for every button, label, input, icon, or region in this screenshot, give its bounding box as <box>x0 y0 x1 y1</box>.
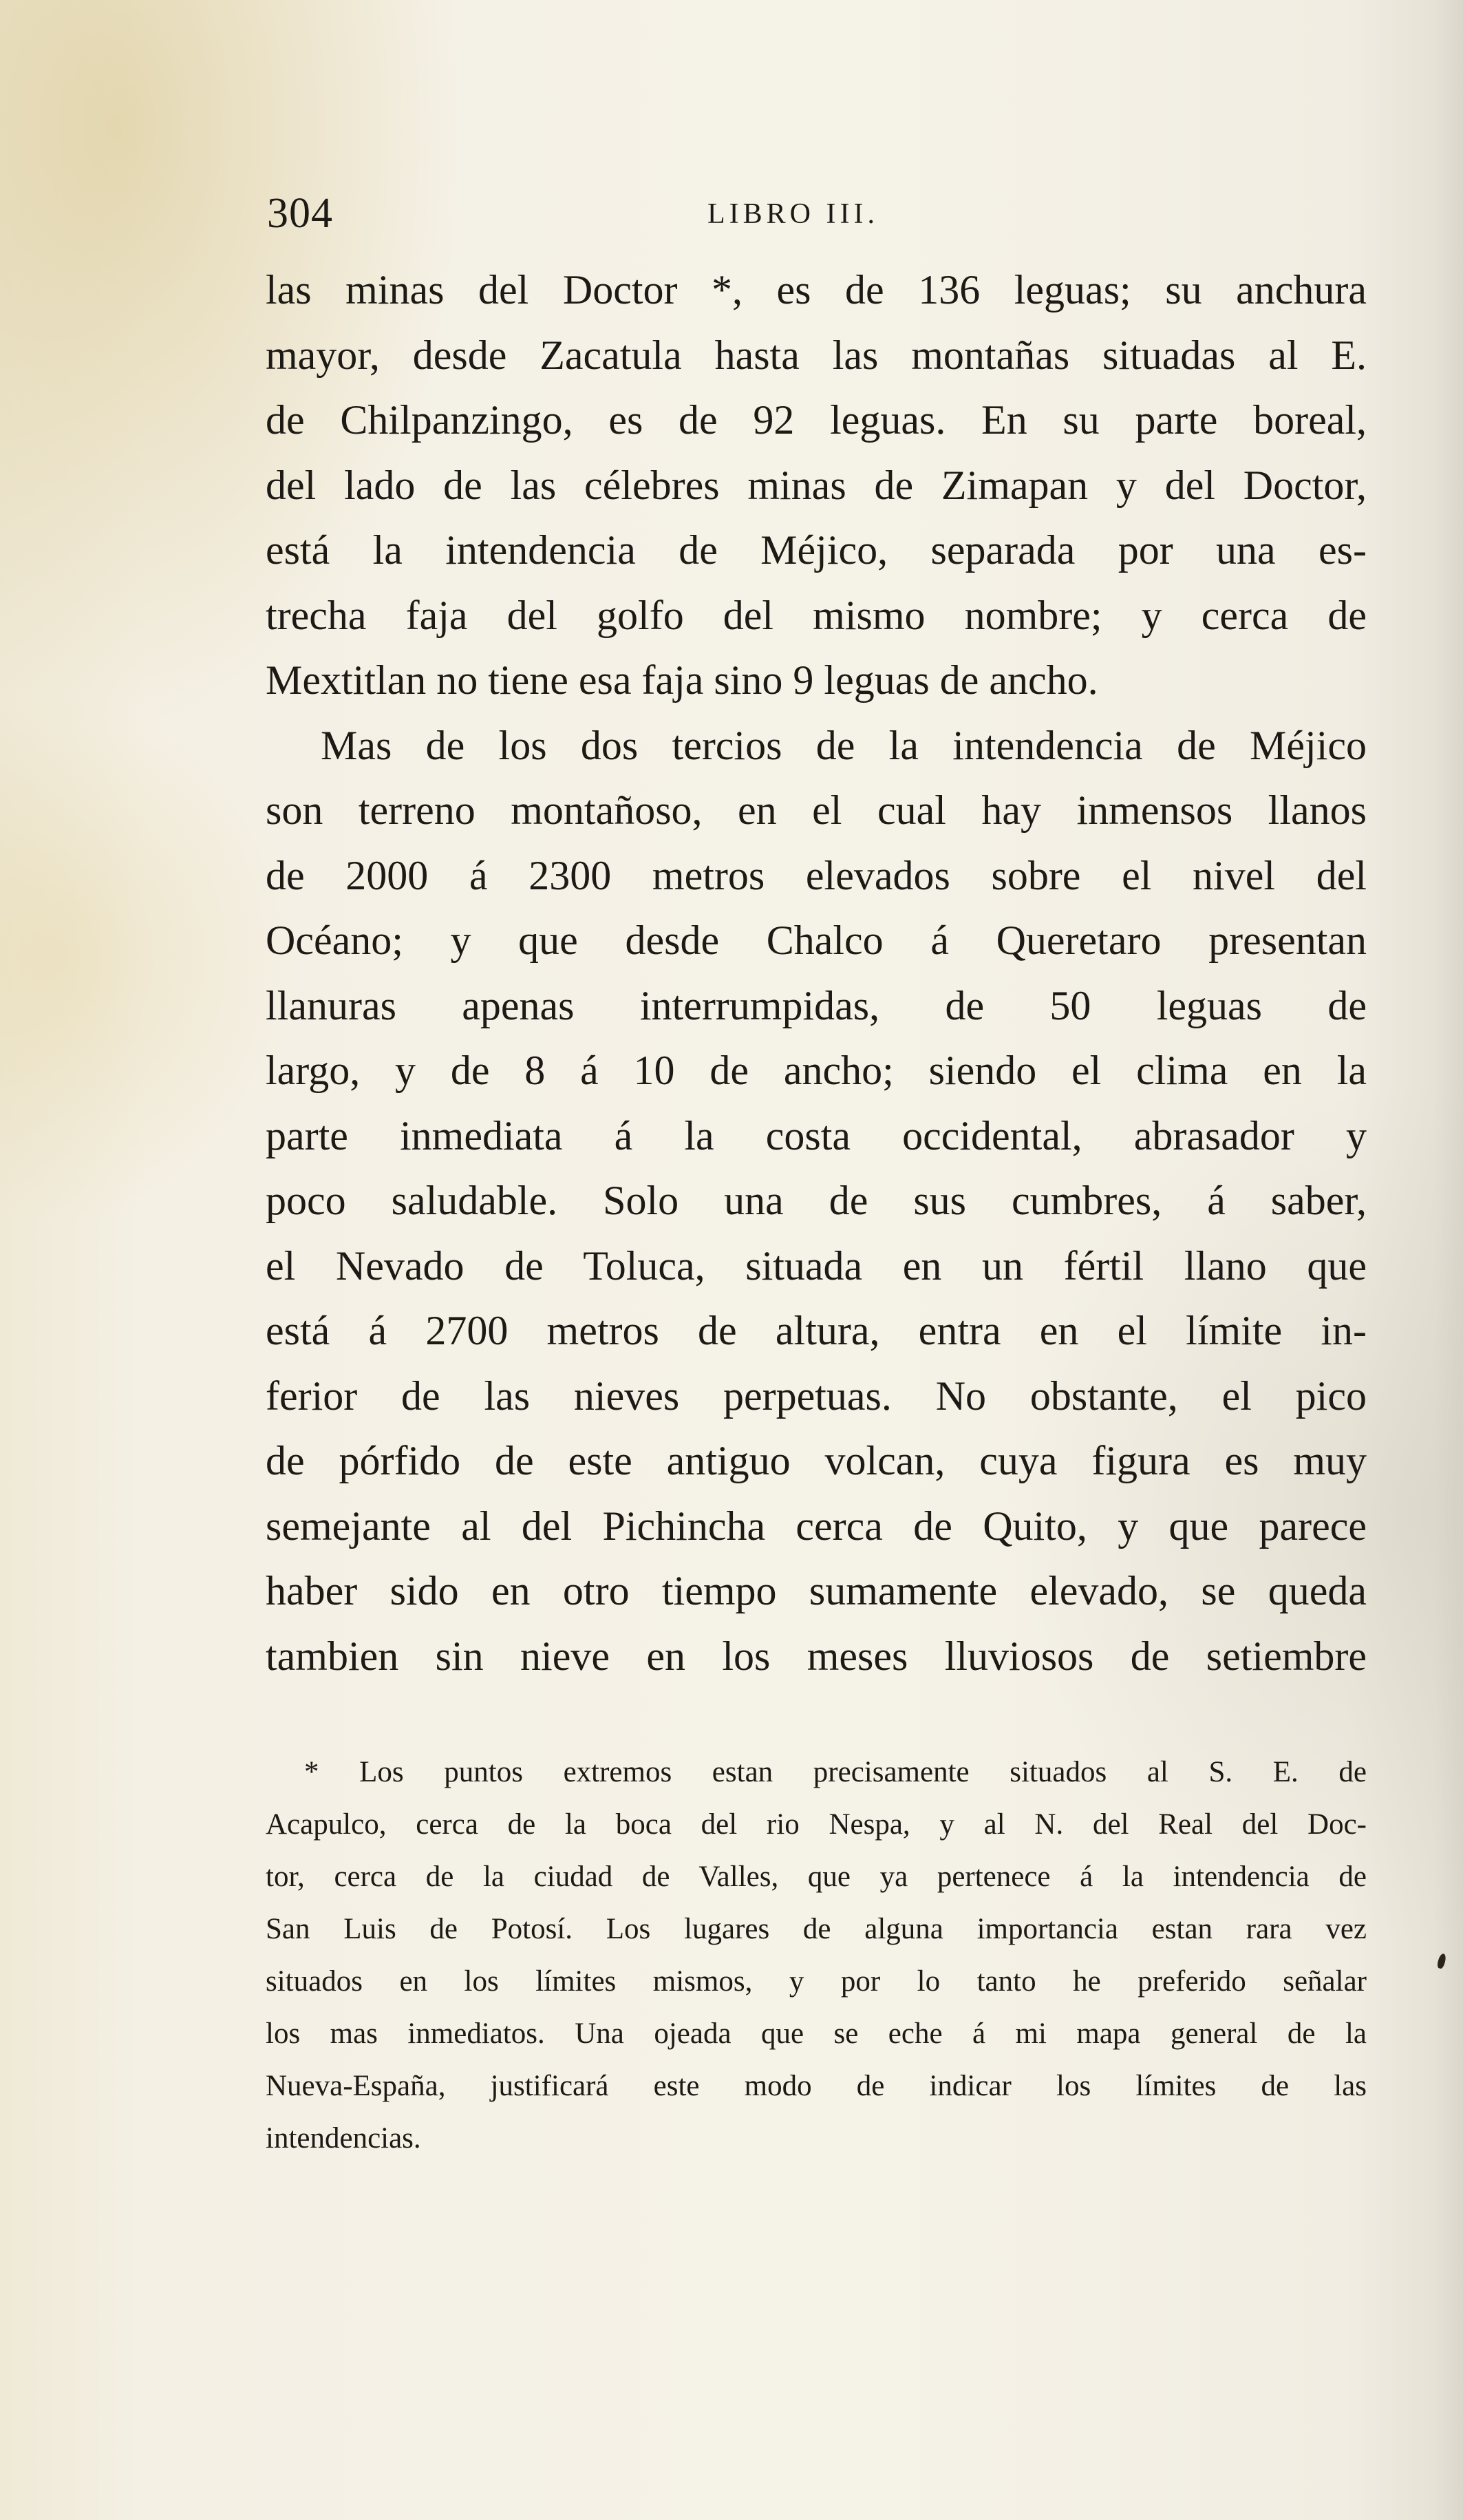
footnote <box>266 1746 1367 2165</box>
text-line: de Chilpanzingo, es de 92 leguas. En su parte boreal, <box>266 397 1367 443</box>
text-line: de 2000 á 2300 metros elevados sobre el nivel del <box>266 852 1367 898</box>
footnote-line: San Luis de Potosí. Los lugares de alguna importancia estan rara vez <box>266 1913 1367 1945</box>
text-line: Océano; y que desde Chalco á Queretaro presentan <box>266 918 1367 963</box>
text-line: las minas del Doctor *, es de 136 leguas; su anchura <box>266 267 1367 313</box>
text-line: el Nevado de Toluca, situada en un fértil llano que <box>266 1242 1367 1289</box>
footnote-line: situados en los límites mismos, y por lo tanto he preferido señalar <box>266 1965 1367 1998</box>
text-line: Mextitlan no tiene esa faja sino 9 leguas de ancho. <box>266 657 1098 703</box>
page-number: 304 <box>267 190 333 237</box>
text-line: semejante al del Pichincha cerca de Quito, y que parece <box>266 1503 1367 1549</box>
text-line: ferior de las nieves perpetuas. No obstante, el pico <box>266 1373 1367 1419</box>
text-line: está la intendencia de Méjico, separada por una es- <box>266 527 1367 573</box>
footnote-line: * Los puntos extremos estan precisamente situados al S. E. de <box>304 1756 1367 1788</box>
main-text <box>266 257 1367 1688</box>
chapter-title: LIBRO III. <box>707 198 879 230</box>
text-line: mayor, desde Zacatula hasta las montañas situadas al E. <box>266 332 1367 378</box>
text-line: de pórfido de este antiguo volcan, cuya figura es muy <box>266 1438 1367 1483</box>
text-line: está á 2700 metros de altura, entra en el límite in- <box>266 1308 1367 1353</box>
text-line: haber sido en otro tiempo sumamente elevado, se queda <box>266 1568 1367 1613</box>
text-line: Mas de los dos tercios de la intendencia de Méjico <box>321 722 1367 768</box>
footnote-line: Acapulco, cerca de la boca del rio Nespa, y al N. del Real del Doc- <box>266 1808 1367 1841</box>
text-line: del lado de las célebres minas de Zimapan y del Doctor, <box>266 462 1367 508</box>
footnote-line: Nueva-España, justificará este modo de indicar los límites de las <box>266 2070 1367 2102</box>
paragraph-1 <box>266 257 1367 713</box>
text-line: poco saludable. Solo una de sus cumbres, á saber, <box>266 1178 1367 1223</box>
text-line: largo, y de 8 á 10 de ancho; siendo el clima en la <box>266 1048 1367 1093</box>
footnote-line: intendencias. <box>266 2122 421 2154</box>
paragraph-2 <box>266 713 1367 1689</box>
running-head <box>267 189 1368 244</box>
text-line: llanuras apenas interrumpidas, de 50 leguas de <box>266 982 1367 1028</box>
footnote-line: tor, cerca de la ciudad de Valles, que ya pertenece á la intendencia de <box>266 1861 1367 1893</box>
ink-blot <box>1436 1953 1446 1969</box>
text-line: tambien sin nieve en los meses lluviosos de setiembre <box>266 1633 1367 1679</box>
footnote-line: los mas inmediatos. Una ojeada que se eche á mi mapa general de la <box>266 2018 1367 2050</box>
text-line: son terreno montañoso, en el cual hay inmensos llanos <box>266 787 1367 833</box>
text-line: trecha faja del golfo del mismo nombre; y cerca de <box>266 592 1367 638</box>
text-line: parte inmediata á la costa occidental, abrasador y <box>266 1112 1367 1158</box>
